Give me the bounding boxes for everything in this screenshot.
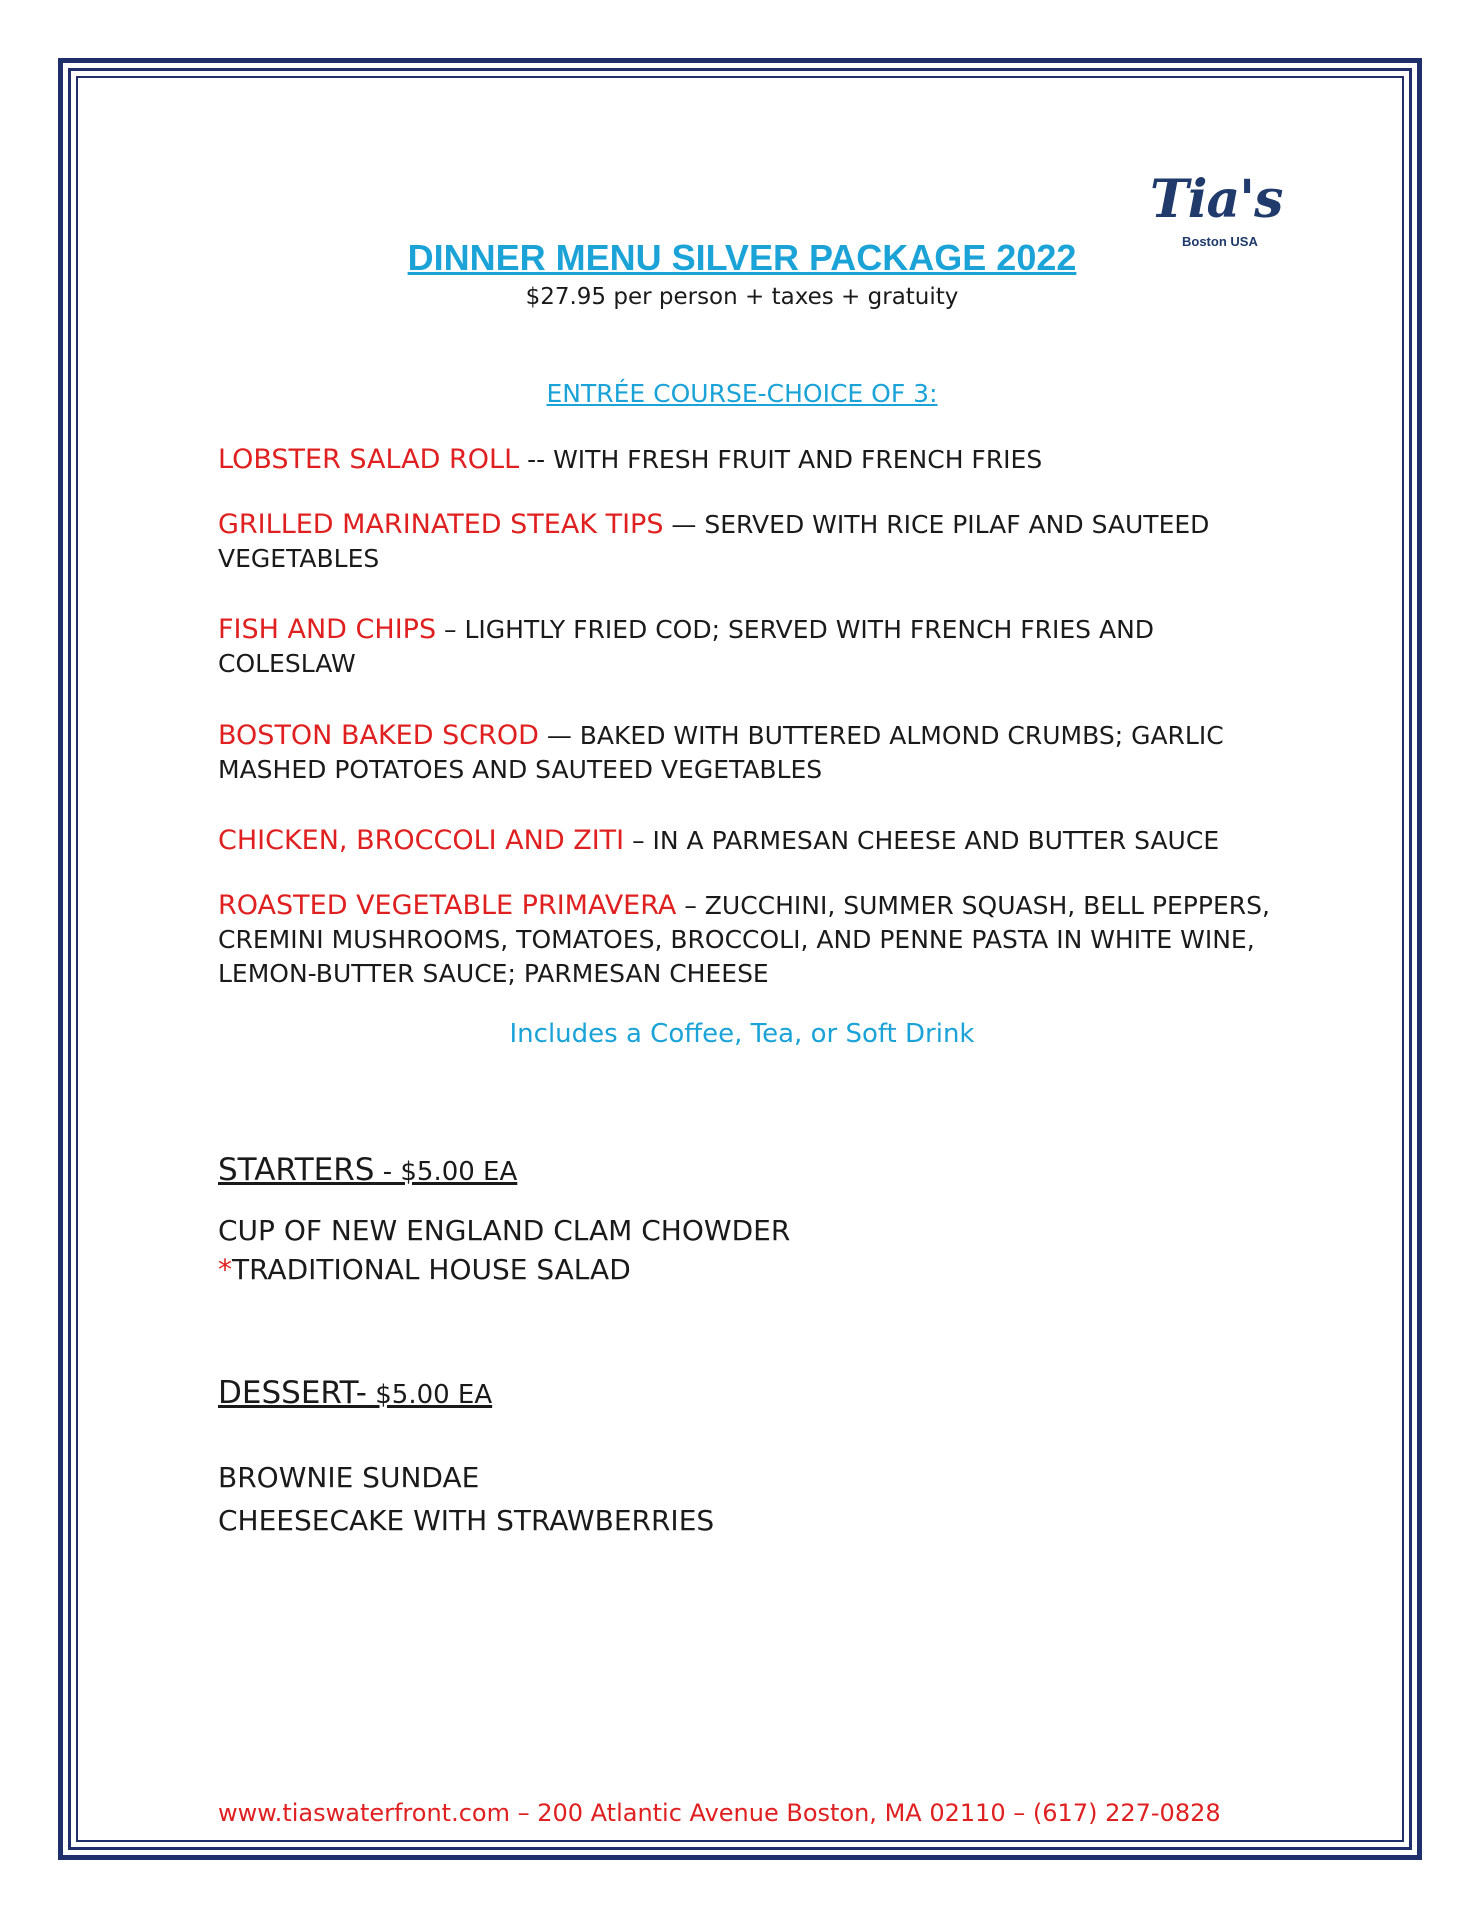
entree-description: – LIGHTLY FRIED COD; SERVED WITH FRENCH FRIES AND COLESLAW xyxy=(218,615,1155,678)
entree-name: ROASTED VEGETABLE PRIMAVERA xyxy=(218,890,677,921)
dessert-price: $5.00 EA xyxy=(366,1380,493,1410)
dessert-heading xyxy=(218,1373,492,1415)
entree-item xyxy=(218,824,1278,858)
menu-title: DINNER MENU SILVER PACKAGE 2022 xyxy=(407,237,1077,278)
entree-name: LOBSTER SALAD ROLL xyxy=(218,444,520,475)
entree-description: — BAKED WITH BUTTERED ALMOND CRUMBS; GARLIC MASHED POTATOES AND SAUTEED VEGETABLES xyxy=(218,721,1224,784)
starter-item xyxy=(218,1251,631,1289)
entree-description: – IN A PARMESAN CHEESE AND BUTTER SAUCE xyxy=(624,826,1220,855)
entree-item xyxy=(218,443,1278,477)
logo-script-text: Tia's xyxy=(1150,169,1283,230)
entree-name: GRILLED MARINATED STEAK TIPS xyxy=(218,509,664,540)
starters-price: - $5.00 EA xyxy=(374,1157,518,1187)
footer-contact: www.tiaswaterfront.com – 200 Atlantic Avenue Boston, MA 02110 – (617) 227-0828 xyxy=(218,1799,1221,1827)
entree-description: -- WITH FRESH FRUIT AND FRENCH FRIES xyxy=(519,445,1043,474)
includes-drink-note: Includes a Coffee, Tea, or Soft Drink xyxy=(509,1019,975,1049)
entree-description: – ZUCCHINI, SUMMER SQUASH, BELL PEPPERS, CREMINI MUSHROOMS, TOMATOES, BROCCOLI, AND PENNE PASTA IN WHITE WINE, LEMON-BUTTER SAUCE; PARMESAN CHEESE xyxy=(218,891,1270,988)
menu-price-note: $27.95 per person + taxes + gratuity xyxy=(525,284,959,310)
entree-description: — SERVED WITH RICE PILAF AND SAUTEED VEGETABLES xyxy=(218,510,1210,573)
entree-item xyxy=(218,508,1278,576)
starter-item-label: TRADITIONAL HOUSE SALAD xyxy=(232,1253,631,1286)
starters-title: STARTERS xyxy=(218,1152,375,1188)
entree-item xyxy=(218,613,1278,681)
dessert-item: CHEESECAKE WITH STRAWBERRIES xyxy=(218,1504,715,1537)
entree-name: BOSTON BAKED SCROD xyxy=(218,720,539,751)
entree-name: CHICKEN, BROCCOLI AND ZITI xyxy=(218,825,625,856)
dessert-title: DESSERT- xyxy=(218,1375,367,1411)
asterisk-mark: * xyxy=(218,1253,232,1286)
entree-course-heading: ENTRÉE COURSE-CHOICE OF 3: xyxy=(546,379,938,408)
logo-subtitle: Boston USA xyxy=(1182,234,1258,249)
starter-item: CUP OF NEW ENGLAND CLAM CHOWDER xyxy=(218,1214,791,1247)
entree-item xyxy=(218,719,1278,787)
entree-name: FISH AND CHIPS xyxy=(218,614,437,645)
starters-heading xyxy=(218,1150,517,1192)
dessert-item: BROWNIE SUNDAE xyxy=(218,1461,480,1494)
entree-item xyxy=(218,889,1278,991)
